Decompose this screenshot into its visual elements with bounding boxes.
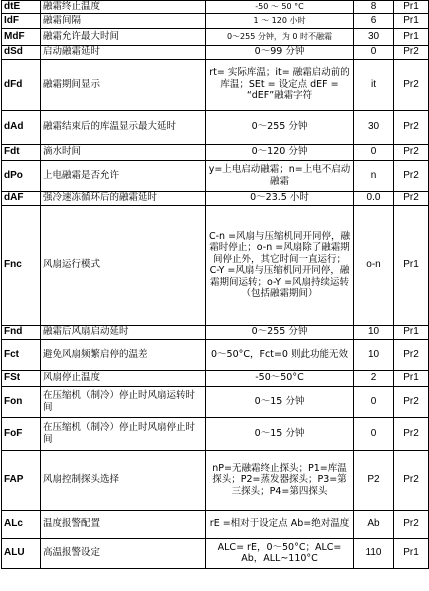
param-description: 上电融霜是否允许 xyxy=(41,160,206,191)
param-level: Pr2 xyxy=(394,160,429,191)
param-default: 0.0 xyxy=(354,191,394,205)
param-level: Pr1 xyxy=(394,13,429,28)
param-default: 0 xyxy=(354,417,394,450)
table-row xyxy=(2,450,429,510)
param-code: FoF xyxy=(2,417,41,450)
table-row xyxy=(2,110,429,144)
param-range: 0～15 分钟 xyxy=(206,417,354,450)
param-default: 30 xyxy=(354,110,394,144)
table-row xyxy=(2,191,429,205)
table-row xyxy=(2,160,429,191)
param-code: Fnc xyxy=(2,205,41,325)
param-range: y=上电启动融霜；n=上电不启动融霜 xyxy=(206,160,354,191)
param-default: 10 xyxy=(354,325,394,339)
param-description: 融霜终止温度 xyxy=(41,1,206,14)
param-range: C-n =风扇与压缩机同开同停，融霜时停止；o-n =风扇除了融霜期间停止外，其它时间一直运行；C-Y =风扇与压缩机同开同停，融霜期间运转；o-Y =风扇持续运转（包括融霜期间） xyxy=(206,205,354,325)
param-description: 融霜允许最大时间 xyxy=(41,28,206,45)
param-level: Pr2 xyxy=(394,417,429,450)
table-row xyxy=(2,370,429,386)
param-range: ALC= rE，0～50°C；ALC= Ab，ALL~110°C xyxy=(206,538,354,568)
param-default: 0 xyxy=(354,144,394,160)
table-row xyxy=(2,45,429,59)
param-range: 0～23.5 小时 xyxy=(206,191,354,205)
param-description: 风扇停止温度 xyxy=(41,370,206,386)
param-description: 风扇运行模式 xyxy=(41,205,206,325)
param-code: Fnd xyxy=(2,325,41,339)
param-range: 0～255 分钟，为 0 时不融霜 xyxy=(206,28,354,45)
param-code: dtE xyxy=(2,1,41,14)
param-range: 0～99 分钟 xyxy=(206,45,354,59)
param-range: 0～255 分钟 xyxy=(206,110,354,144)
param-description: 避免风扇频繁启停的温差 xyxy=(41,339,206,370)
param-level: Pr2 xyxy=(394,144,429,160)
param-description: 高温报警设定 xyxy=(41,538,206,568)
param-description: 在压缩机（制冷）停止时风扇停止时间 xyxy=(41,417,206,450)
param-code: dAd xyxy=(2,110,41,144)
table-row xyxy=(2,205,429,325)
table-row xyxy=(2,13,429,28)
table-row xyxy=(2,59,429,110)
param-description: 风扇控制探头选择 xyxy=(41,450,206,510)
param-description: 融霜后风扇启动延时 xyxy=(41,325,206,339)
param-range: rt= 实际库温；it= 融霜启动前的库温；SEt = 设定点 dEF = “dEF”融霜字符 xyxy=(206,59,354,110)
table-row xyxy=(2,538,429,568)
param-default: 6 xyxy=(354,13,394,28)
param-code: MdF xyxy=(2,28,41,45)
param-level: Pr2 xyxy=(394,450,429,510)
param-code: ALc xyxy=(2,510,41,538)
table-row xyxy=(2,339,429,370)
param-range: 0～120 分钟 xyxy=(206,144,354,160)
param-code: Fct xyxy=(2,339,41,370)
param-default: 2 xyxy=(354,370,394,386)
param-range: rE =相对于设定点 Ab=绝对温度 xyxy=(206,510,354,538)
param-code: ALU xyxy=(2,538,41,568)
param-description: 温度报警配置 xyxy=(41,510,206,538)
param-level: Pr2 xyxy=(394,191,429,205)
param-range: nP=无融霜终止探头；P1=库温探头；P2=蒸发器探头；P3=第三探头；P4=第四探头 xyxy=(206,450,354,510)
param-range: 0～50°C，Fct=0 则此功能无效 xyxy=(206,339,354,370)
table-row xyxy=(2,144,429,160)
table-row xyxy=(2,1,429,14)
param-level: Pr1 xyxy=(394,325,429,339)
param-default: P2 xyxy=(354,450,394,510)
param-description: 强冷速冻循环后的融霜延时 xyxy=(41,191,206,205)
parameter-table-body xyxy=(2,1,429,569)
param-description: 滴水时间 xyxy=(41,144,206,160)
param-code: dAF xyxy=(2,191,41,205)
param-description: 融霜结束后的库温显示最大延时 xyxy=(41,110,206,144)
param-default: it xyxy=(354,59,394,110)
param-description: 融霜期间显示 xyxy=(41,59,206,110)
param-range: -50 ～ 50 °C xyxy=(206,1,354,14)
param-code: IdF xyxy=(2,13,41,28)
table-row xyxy=(2,510,429,538)
param-default: 0 xyxy=(354,45,394,59)
param-default: 10 xyxy=(354,339,394,370)
param-default: 30 xyxy=(354,28,394,45)
param-default: o-n xyxy=(354,205,394,325)
param-description: 启动融霜延时 xyxy=(41,45,206,59)
param-default: 8 xyxy=(354,1,394,14)
param-level: Pr1 xyxy=(394,1,429,14)
table-row xyxy=(2,28,429,45)
param-level: Pr1 xyxy=(394,538,429,568)
param-range: 0～15 分钟 xyxy=(206,386,354,417)
param-description: 融霜间隔 xyxy=(41,13,206,28)
param-default: n xyxy=(354,160,394,191)
param-level: Pr1 xyxy=(394,28,429,45)
table-row xyxy=(2,325,429,339)
param-level: Pr2 xyxy=(394,110,429,144)
param-code: Fdt xyxy=(2,144,41,160)
param-level: Pr2 xyxy=(394,510,429,538)
param-code: Fon xyxy=(2,386,41,417)
param-range: 0～255 分钟 xyxy=(206,325,354,339)
table-row xyxy=(2,386,429,417)
param-default: 110 xyxy=(354,538,394,568)
param-code: FAP xyxy=(2,450,41,510)
param-code: dFd xyxy=(2,59,41,110)
param-level: Pr1 xyxy=(394,205,429,325)
param-code: dSd xyxy=(2,45,41,59)
param-level: Pr2 xyxy=(394,386,429,417)
param-level: Pr2 xyxy=(394,339,429,370)
parameter-table xyxy=(1,0,429,569)
param-default: 0 xyxy=(354,386,394,417)
param-range: -50～50°C xyxy=(206,370,354,386)
table-row xyxy=(2,417,429,450)
param-default: Ab xyxy=(354,510,394,538)
param-code: dPo xyxy=(2,160,41,191)
param-description: 在压缩机（制冷）停止时风扇运转时间 xyxy=(41,386,206,417)
param-range: 1 ～ 120 小时 xyxy=(206,13,354,28)
param-level: Pr2 xyxy=(394,59,429,110)
param-level: Pr1 xyxy=(394,370,429,386)
param-level: Pr2 xyxy=(394,45,429,59)
param-code: FSt xyxy=(2,370,41,386)
